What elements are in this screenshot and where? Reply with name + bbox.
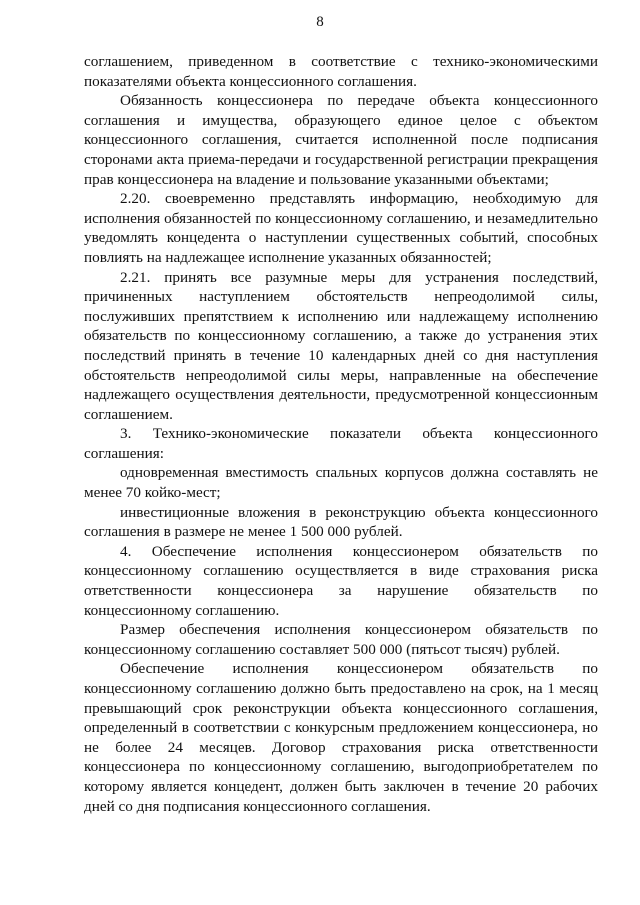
paragraph-section-4: 4. Обеспечение исполнения концессионером обязательств по концессионному соглашению осуществляется в виде страхования риска ответственности концессионера за нарушение обязательств по концессионному соглашению.	[84, 542, 598, 619]
paragraph-section-3-heading: 3. Технико-экономические показатели объекта концессионного соглашения:	[84, 425, 598, 462]
paragraph-security-term: Обеспечение исполнения концессионером обязательств по концессионному соглашению должно быть предоставлено на срок, на 1 месяц превышающий срок реконструкции объекта концессионного соглашения, определенный в соответствии с конкурсным предложением концессионера, но не более 24 месяцев. Договор страхования риска ответственности концессионера по концессионному соглашению, выгодоприобретателем по которому является концедент, должен быть заключен в течение 20 рабочих дней со дня подписания концессионного соглашения.	[84, 660, 598, 815]
paragraph-continuation: соглашением, приведенном в соответствие с технико-экономическими показателями объекта концессионного соглашения.	[84, 53, 598, 90]
paragraph-clause-2-20: 2.20. своевременно представлять информацию, необходимую для исполнения обязанностей по концессионному соглашению, и незамедлительно уведомлять концедента о наступлении существенных событий, способных повлиять на надлежащее исполнение указанных обязанностей;	[84, 190, 598, 266]
paragraph-capacity: одновременная вместимость спальных корпусов должна составлять не менее 70 койко-мест;	[84, 464, 598, 502]
document-body	[84, 52, 598, 816]
page-number: 8	[316, 14, 324, 30]
paragraph-transfer-obligation: Обязанность концессионера по передаче объекта концессионного соглашения и имущества, образующего единое целое с объектом концессионного соглашения, считается исполненной после подписания сторонами акта приема-передачи и государственной регистрации прекращения прав концессионера на владение и пользование указанными объектами;	[84, 92, 598, 188]
paragraph-investment: инвестиционные вложения в реконструкцию объекта концессионного соглашения в размере не менее 1 500 000 рублей.	[84, 503, 598, 541]
paragraph-clause-2-21: 2.21. принять все разумные меры для устранения последствий, причиненных наступлением обстоятельств непреодолимой силы, послуживших препятствием к исполнению или надлежащему исполнению обязательств по концессионному соглашению, а также до устранения этих последствий принять в течение 10 календарных дней со дня наступления обстоятельств непреодолимой силы меры, направленные на обеспечение надлежащего осуществления деятельности, предусмотренной концессионным соглашением.	[84, 268, 598, 423]
paragraph-security-amount: Размер обеспечения исполнения концессионером обязательств по концессионному соглашению составляет 500 000 (пятьсот тысяч) рублей.	[84, 621, 598, 658]
